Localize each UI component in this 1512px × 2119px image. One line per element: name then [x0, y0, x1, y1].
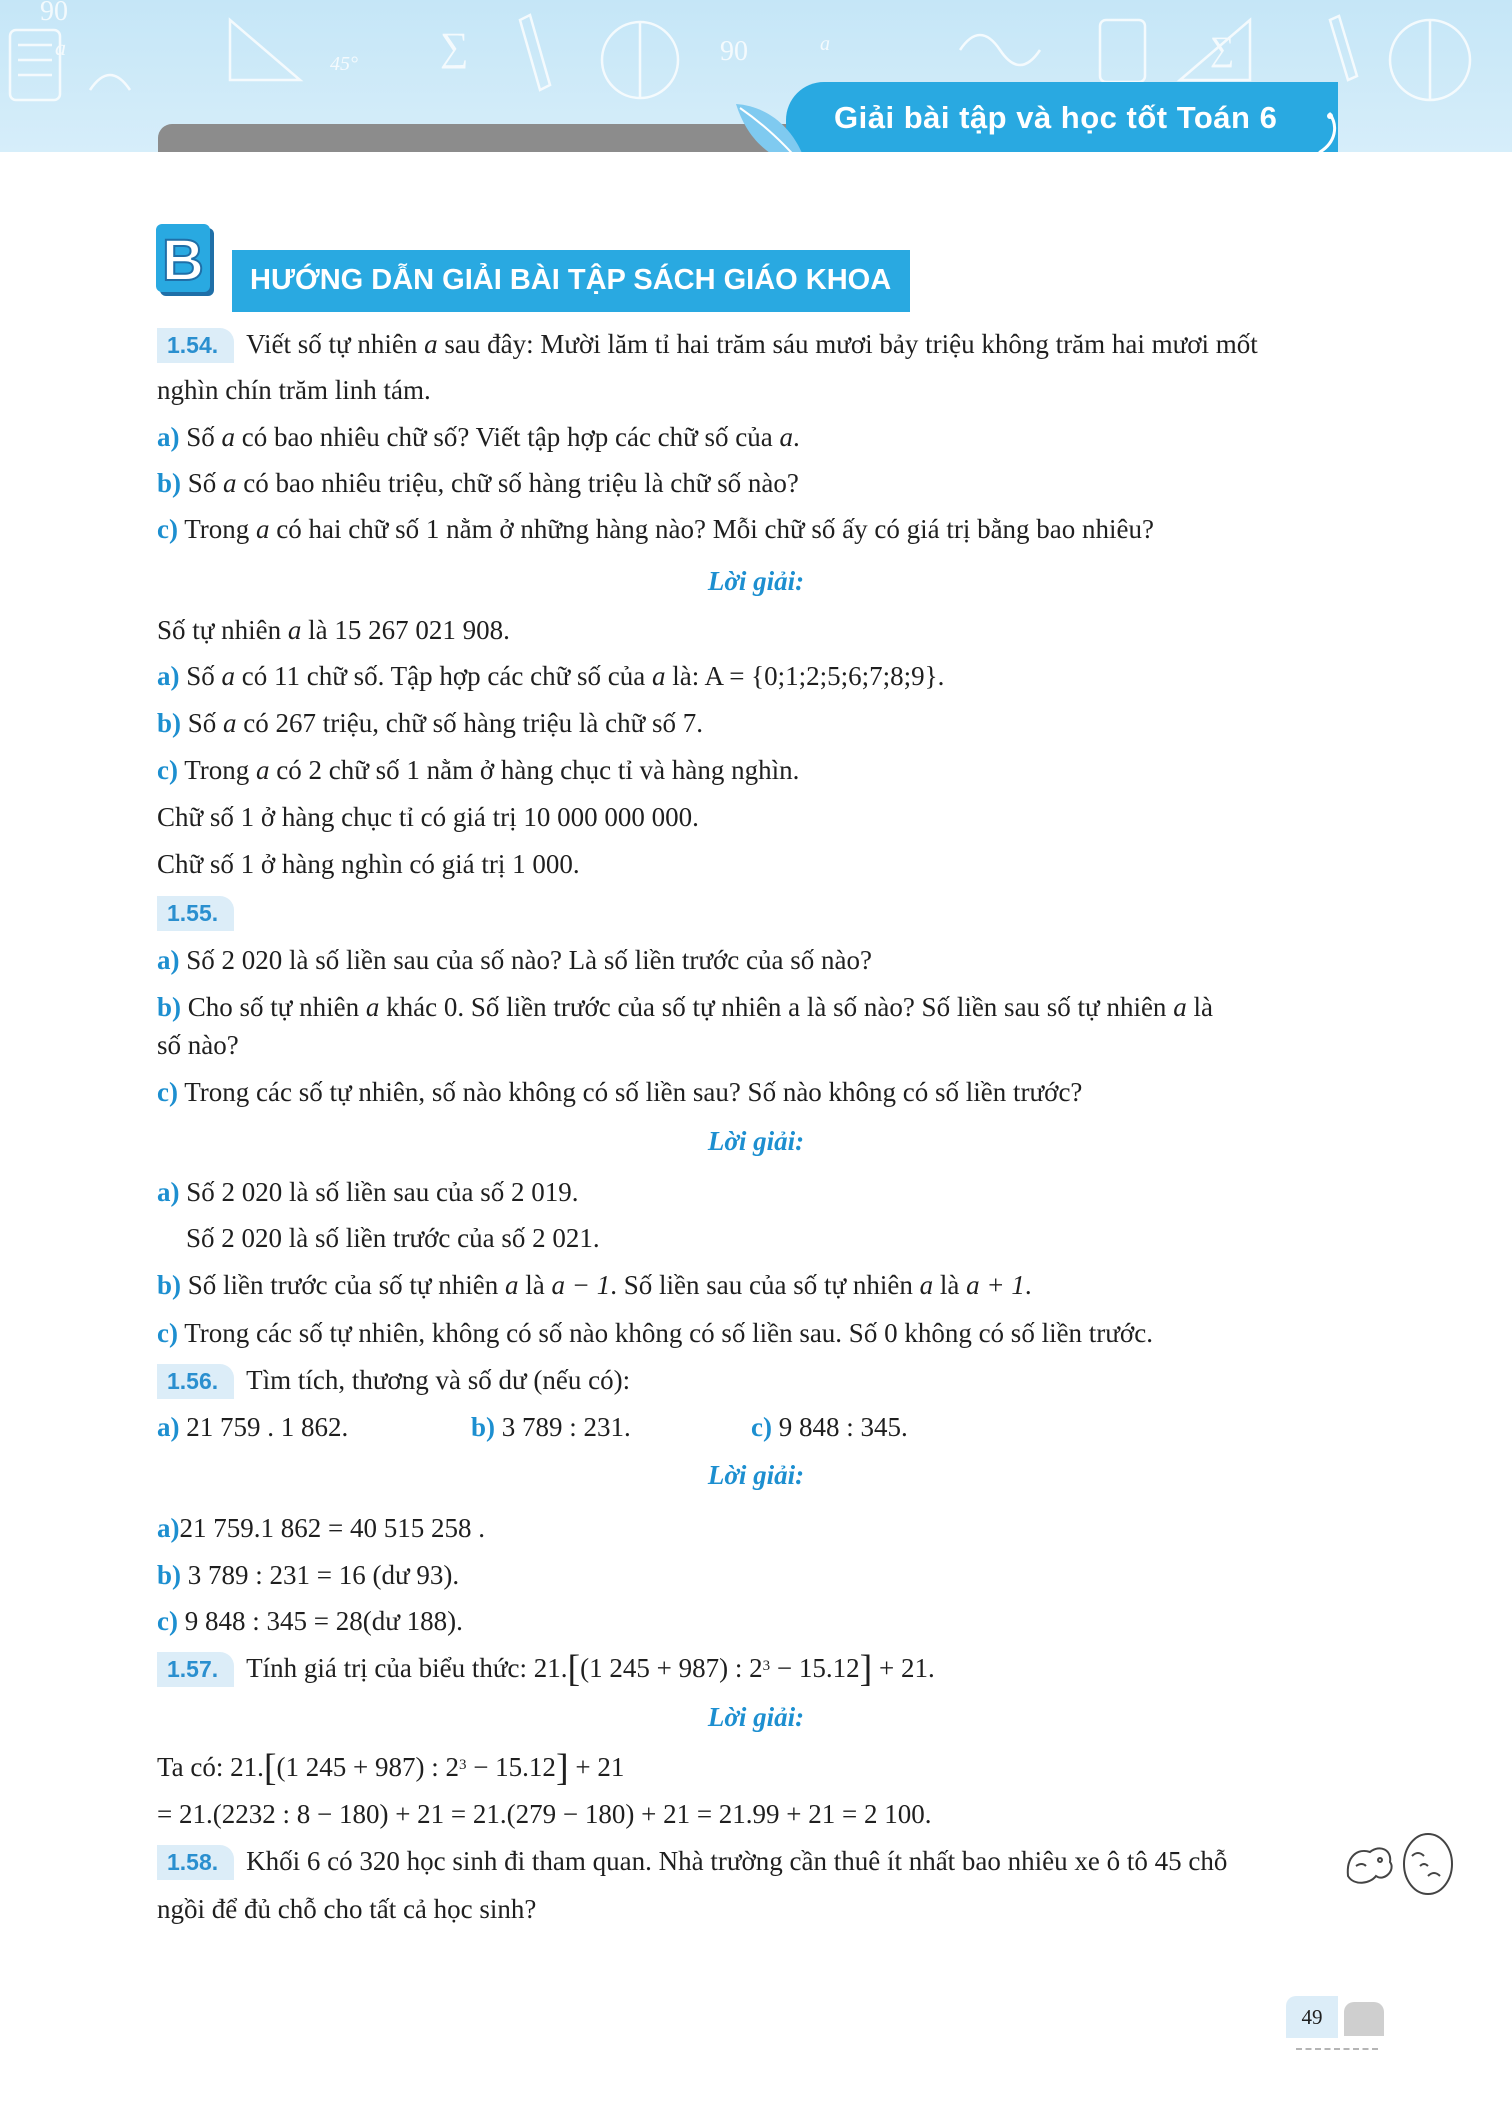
problem-1-55-header [157, 896, 246, 931]
solution-1-56-part-b: b) 3 789 : 231 = 16 (dư 93). [157, 1560, 460, 1590]
solution-1-54-line-0: Số tự nhiên a là 15 267 021 908. [157, 615, 510, 645]
svg-text:90: 90 [720, 36, 748, 67]
problem-1-54-part-b: b) Số a có bao nhiêu triệu, chữ số hàng triệu là chữ số nào? [157, 468, 799, 498]
svg-text:∑: ∑ [1210, 31, 1235, 68]
problem-1-56-line-1: 1.56. Tìm tích, thương và số dư (nếu có): [157, 1364, 630, 1399]
page-number: 49 [1286, 1996, 1338, 2038]
problem-number-badge: 1.58. [157, 1845, 234, 1880]
curl-decoration-icon [1314, 112, 1344, 156]
problem-number-badge: 1.54. [157, 328, 234, 363]
section-letter-b-icon [156, 224, 216, 298]
solution-1-57-line-2: = 21.(2232 : 8 − 180) + 21 = 21.(279 − 180) + 21 = 21.99 + 21 = 2 100. [157, 1799, 932, 1829]
solution-1-55-part-a-2: Số 2 020 là số liền trước của số 2 021. [186, 1223, 600, 1253]
solution-1-57-line-1: Ta có: 21.[(1 245 + 987) : $2^3 - 15.12] + 21$ [157, 1747, 625, 1789]
problem-1-58-line-2: ngồi để đủ chỗ cho tất cả học sinh? [157, 1894, 537, 1924]
solution-heading: Lời giải: [707, 566, 805, 596]
header-banner [0, 0, 1512, 160]
solution-1-56-part-a: a)21 759.1 862 = 40 515 258 . [157, 1513, 485, 1543]
problem-1-54-line-1: 1.54. Viết số tự nhiên a sau đây: Mười lăm tỉ hai trăm sáu mươi bảy triệu không trăm hai mươi mốt [157, 328, 1258, 363]
problem-number-badge: 1.56. [157, 1364, 234, 1399]
problem-1-55-part-b: b) Cho số tự nhiên a khác 0. Số liền trước của số tự nhiên a là số nào? Số liền sau số tự nhiên a là [157, 992, 1213, 1022]
problem-1-57-line-1: 1.57. Tính giá trị của biểu thức: 21.[(1 245 + 987) : $2^3 - 15.12] + 21$. [157, 1652, 935, 1687]
solution-1-54-line-5: Chữ số 1 ở hàng chục tỉ có giá trị 10 000 000 000. [157, 802, 699, 832]
dinosaur-egg-doodle-icon [1340, 1826, 1460, 1896]
section-title: HƯỚNG DẪN GIẢI BÀI TẬP SÁCH GIÁO KHOA [250, 264, 892, 296]
solution-heading: Lời giải: [707, 1460, 805, 1490]
solution-1-54-part-c: c) Trong a có 2 chữ số 1 nằm ở hàng chục tỉ và hàng nghìn. [157, 755, 800, 785]
page-number-underline [1296, 2048, 1378, 2050]
svg-text:∑: ∑ [440, 24, 469, 69]
svg-text:a: a [820, 33, 830, 55]
solution-1-56-part-c: c) 9 848 : 345 = 28(dư 188). [157, 1606, 463, 1636]
solution-1-55-part-b: b) Số liền trước của số tự nhiên a là a − 1. Số liền sau của số tự nhiên a là a + 1. [157, 1270, 1032, 1300]
header-divider [0, 152, 1512, 162]
solution-1-54-line-6: Chữ số 1 ở hàng nghìn có giá trị 1 000. [157, 849, 580, 879]
problem-1-55-part-c: c) Trong các số tự nhiên, số nào không có số liền sau? Số nào không có số liền trước? [157, 1077, 1083, 1107]
problem-1-54-line-2: nghìn chín trăm linh tám. [157, 375, 431, 405]
problem-number-badge: 1.57. [157, 1652, 234, 1687]
solution-1-55-part-a: a) Số 2 020 là số liền sau của số 2 019. [157, 1177, 579, 1207]
problem-number-badge: 1.55. [157, 896, 234, 931]
solution-heading: Lời giải: [707, 1126, 805, 1156]
svg-text:a: a [55, 35, 66, 60]
header-title-tab [786, 82, 1338, 160]
page-number-tab [1344, 2002, 1384, 2036]
problem-1-55-part-a: a) Số 2 020 là số liền sau của số nào? Là số liền trước của số nào? [157, 945, 872, 975]
book-title: Giải bài tập và học tốt Toán 6 [834, 100, 1278, 135]
problem-1-54-part-a: a) Số a có bao nhiêu chữ số? Viết tập hợp các chữ số của a. [157, 422, 800, 452]
solution-1-54-part-b: b) Số a có 267 triệu, chữ số hàng triệu là chữ số 7. [157, 708, 703, 738]
problem-1-56-part-b: b) 3 789 : 231. [471, 1412, 631, 1442]
svg-text:45°: 45° [330, 53, 358, 75]
svg-text:90: 90 [40, 0, 68, 27]
solution-1-55-part-c: c) Trong các số tự nhiên, không có số nào không có số liền sau. Số 0 không có số liền trước. [157, 1318, 1153, 1348]
svg-text:B: B [162, 228, 204, 293]
leaf-decoration-icon [726, 96, 816, 160]
section-title-bar [232, 250, 910, 312]
solution-1-54-part-a: a) Số a có 11 chữ số. Tập hợp các chữ số của a là: A = {0;1;2;5;6;7;8;9}. [157, 661, 945, 691]
problem-1-58-line-1: 1.58. Khối 6 có 320 học sinh đi tham quan. Nhà trường cần thuê ít nhất bao nhiêu xe ô tô 45 chỗ [157, 1845, 1227, 1880]
problem-1-56-part-a: a) 21 759 . 1 862. [157, 1412, 349, 1442]
solution-heading: Lời giải: [707, 1702, 805, 1732]
problem-1-56-part-c: c) 9 848 : 345. [751, 1412, 908, 1442]
problem-1-55-part-b-cont: số nào? [157, 1030, 239, 1060]
problem-1-54-part-c: c) Trong a có hai chữ số 1 nằm ở những hàng nào? Mỗi chữ số ấy có giá trị bằng bao nhiêu? [157, 514, 1155, 544]
header-grey-bar [158, 124, 798, 152]
